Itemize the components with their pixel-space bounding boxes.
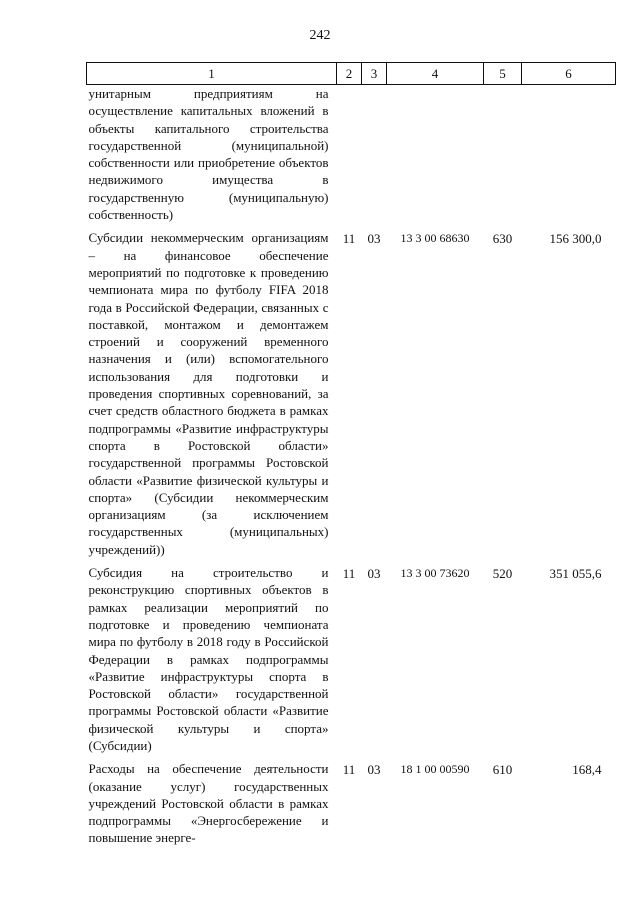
table-row — [87, 760, 616, 852]
budget-table — [86, 62, 616, 853]
header-col-5: 5 — [484, 63, 522, 85]
row-expense-type: 630 — [492, 231, 513, 247]
row-description: Субсидия на строительство и реконструкцию спортивных объектов в рамках реализации мероприятий по подготовке и проведению чемпионата мира по футболу в 2018 году в Российской Федерации в рамках подпрограммы «Развитие инфраструктуры спорта в Ростовской области» государственной программы Ростовской области «Развитие физической культуры и спорта» (Субсидии) — [88, 565, 329, 753]
header-col-2: 2 — [337, 63, 362, 85]
row-amount: 351 055,6 — [549, 566, 602, 582]
row-subsection: 03 — [367, 762, 381, 778]
page-number: 242 — [309, 28, 331, 43]
table-header — [87, 63, 616, 85]
header-row — [87, 63, 616, 85]
row-description: Расходы на обеспечение деятельности (оказание услуг) государственных учреждений Ростовской области в рамках подпрограммы «Энергосбережение и повышение энерге- — [88, 761, 329, 846]
row-description: Субсидии некоммерческим организациям – на финансовое обеспечение мероприятий по подготовке к проведению чемпионата мира по футболу FIFA 2018 года в Российской Федерации, связанных с поставкой, монтажом и демонтажем строений и сооружений временного назначения и (или) вспомогательного использования для подготовки и проведения спортивных соревнований, за счет средств областного бюджета в рамках подпрограммы «Развитие инфраструктуры спорта в Ростовской области» государственной программы Ростовской области «Развитие физической культуры и спорта» (Субсидии некоммерческим организациям (за исключением государственных (муниципальных) учреждений)) — [88, 230, 329, 557]
table-row-continuation — [87, 85, 616, 230]
row-expense-type: 610 — [492, 762, 513, 778]
row-expense-type: 520 — [492, 566, 513, 582]
row-section: 11 — [342, 231, 356, 247]
row-description: унитарным предприятиям на осуществление капитальных вложений в объекты капитального строительства государственной (муниципальной) собственности или приобретение объектов недвижимого имущества в государственную (муниципальную) собственность) — [88, 86, 329, 223]
header-col-4: 4 — [387, 63, 484, 85]
row-subsection: 03 — [367, 566, 381, 582]
table-row — [87, 564, 616, 760]
row-amount: 156 300,0 — [549, 231, 602, 247]
row-target-code: 13 3 00 73620 — [400, 566, 470, 581]
table-row — [87, 229, 616, 564]
row-section: 11 — [342, 762, 356, 778]
row-target-code: 18 1 00 00590 — [400, 762, 470, 777]
row-subsection: 03 — [367, 231, 381, 247]
row-target-code: 13 3 00 68630 — [400, 231, 470, 246]
header-col-6: 6 — [522, 63, 616, 85]
header-col-1: 1 — [87, 63, 337, 85]
row-section: 11 — [342, 566, 356, 582]
header-col-3: 3 — [362, 63, 387, 85]
row-amount: 168,4 — [572, 762, 602, 778]
